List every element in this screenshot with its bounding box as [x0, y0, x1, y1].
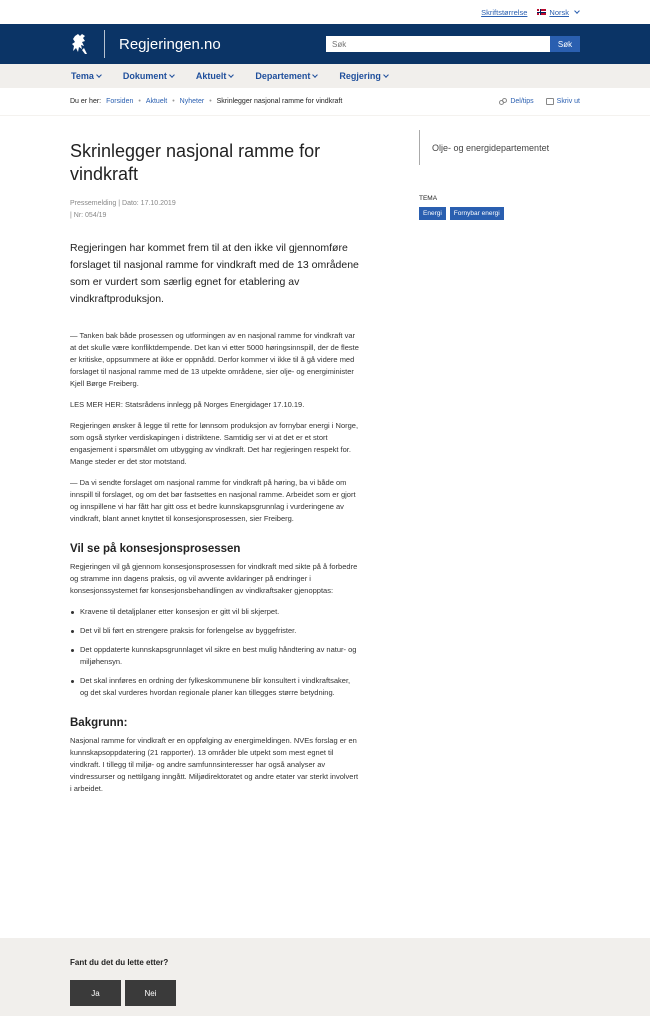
- search-input[interactable]: [326, 36, 550, 52]
- chevron-down-icon: [383, 72, 389, 78]
- nav-item-tema[interactable]: Tema: [71, 71, 101, 81]
- tag-fornybar-energi[interactable]: Fornybar energi: [450, 207, 504, 220]
- utility-bar: [0, 0, 650, 24]
- share-button[interactable]: Del/tips: [499, 98, 533, 105]
- department-link[interactable]: Olje- og energidepartementet: [419, 130, 580, 165]
- nav-item-departement[interactable]: Departement: [255, 71, 317, 81]
- lion-crest-icon: [70, 32, 90, 56]
- page-tools: [499, 98, 580, 105]
- font-size-link[interactable]: Skriftstørrelse: [481, 7, 528, 17]
- paragraph: — Da vi sendte forslaget om nasjonal ramme for vindkraft på høring, ba vi både om innspill til forslaget, og om det bør fastsettes en nasjonal ramme. Arbeidet som er gjort og innspillene vi har fått har gitt oss et bedre kunnskapsgrunnlag i vurderingene av vindkraft, blant annet knyttet til konsesjonsprosessen, sier Freiberg.: [70, 478, 356, 523]
- breadcrumb-forsiden[interactable]: Forsiden: [106, 98, 134, 105]
- article: [70, 140, 360, 804]
- feedback-buttons: [70, 980, 580, 1006]
- chevron-down-icon: [169, 72, 175, 78]
- sidebar: [419, 130, 580, 220]
- search-button[interactable]: Søk: [550, 36, 580, 52]
- language-selector[interactable]: [537, 8, 579, 17]
- no-button[interactable]: Nei: [125, 980, 176, 1006]
- norway-flag-icon: [537, 9, 546, 15]
- paragraph: — Tanken bak både prosessen og utformingen av en nasjonal ramme for vindkraft var at det skulle være konfliktdempende. Det kan vi etter 5000 høringsinnspill, der de fleste er kritiske, oppsummere at ikke er oppnådd. Derfor kommer vi ikke til å gå videre med forslaget til nasjonal ramme med de 13 utpekte områdene, sier olje- og energiminister Kjell Børge Freiberg.: [70, 331, 359, 388]
- list-item: Det oppdaterte kunnskapsgrunnlaget vil sikre en best mulig håndtering av natur- og miljøhensyn.: [70, 644, 360, 668]
- main-nav: [0, 64, 650, 88]
- language-label: Norsk: [549, 7, 569, 17]
- header-divider: [104, 30, 105, 58]
- page-title: Skrinlegger nasjonal ramme for vindkraft: [70, 141, 321, 184]
- chevron-down-icon: [574, 8, 580, 14]
- feedback-question: Fant du det du lette etter?: [70, 958, 169, 967]
- breadcrumb-nyheter[interactable]: Nyheter: [179, 98, 205, 105]
- site-title[interactable]: Regjeringen.no: [119, 35, 221, 53]
- site-header: [0, 24, 650, 64]
- list-item: Det skal innføres en ordning der fylkeskommunene blir konsultert i vindkraftsaker, og det skal vurderes hvordan regionale planer kan tillegges større betydning.: [70, 675, 360, 699]
- search-form: [326, 36, 580, 52]
- chevron-down-icon: [96, 72, 102, 78]
- list-item: Kravene til detaljplaner etter konsesjon er gitt vil bli skjerpet.: [70, 606, 360, 618]
- nav-item-aktuelt[interactable]: Aktuelt: [196, 71, 234, 81]
- breadcrumb-separator: •: [138, 98, 141, 105]
- breadcrumb-current: Skrinlegger nasjonal ramme for vindkraft: [216, 98, 343, 105]
- share-icon: [499, 98, 507, 105]
- breadcrumb-label: Du er her:: [70, 98, 102, 105]
- read-more-link[interactable]: LES MER HER: Statsrådens innlegg på Norges Energidager 17.10.19.: [70, 400, 305, 409]
- paragraph: Regjeringen vil gå gjennom konsesjonsprosessen for vindkraft med sikte på å forbedre og stramme inn dagens praksis, og vil avvente avklaringer på endringer i konsesjonssystemet før konsesjonsbehandlingen av vindkraftsaker gjenopptas:: [70, 562, 358, 595]
- list-item: Det vil bli ført en strengere praksis for forlengelse av byggefrister.: [70, 625, 360, 637]
- section-heading: Vil se på konsesjonsprosessen: [70, 543, 241, 555]
- breadcrumb-aktuelt[interactable]: Aktuelt: [145, 98, 168, 105]
- nav-item-dokument[interactable]: Dokument: [123, 71, 174, 81]
- bullet-list: [70, 606, 360, 699]
- tema-label: TEMA: [419, 195, 438, 202]
- paragraph: Regjeringen ønsker å legge til rette for lønnsom produksjon av fornybar energi i Norge, som også styrker verdiskapingen i distriktene. Samtidig ser vi at det er et stort engasjement i spørsmålet om utbygging av vindkraft. Det har regjeringen respekt for. Mange steder er det stor motstand.: [70, 421, 359, 466]
- tag-energi[interactable]: Energi: [419, 207, 446, 220]
- chevron-down-icon: [313, 72, 319, 78]
- article-lead: Regjeringen har kommet frem til at den ikke vil gjennomføre forslaget til nasjonal ramme for vindkraft med de 13 områdene som er vurdert som særlig egnet for etablering av vindkraftproduksjon.: [70, 242, 359, 305]
- article-date: Pressemelding | Dato: 17.10.2019: [70, 200, 176, 207]
- paragraph: Nasjonal ramme for vindkraft er en oppfølging av energimeldingen. NVEs forslag er en kunnskapsoppdatering (21 rapporter). 13 områder ble utpekt som mest egnet til vindkraft. I tillegg til miljø- og andre samfunnsinteresser har også analyser av vindressurser og nettilgang inngått. Miljødirektoratet og andre etater var sterkt involvert i arbeidet.: [70, 736, 359, 793]
- section-heading: Bakgrunn:: [70, 717, 128, 729]
- print-button[interactable]: Skriv ut: [546, 98, 580, 105]
- topic-tags: [419, 207, 580, 220]
- yes-button[interactable]: Ja: [70, 980, 121, 1006]
- article-body: [70, 330, 360, 795]
- breadcrumb-separator: •: [172, 98, 175, 105]
- article-meta: [70, 198, 360, 222]
- article-number: | Nr: 054/19: [70, 212, 107, 219]
- print-icon: [546, 98, 554, 105]
- breadcrumb: [0, 88, 650, 116]
- chevron-down-icon: [229, 72, 235, 78]
- feedback-section: [0, 938, 650, 1016]
- coat-of-arms-logo[interactable]: [70, 32, 90, 56]
- nav-item-regjering[interactable]: Regjering: [339, 71, 388, 81]
- breadcrumb-separator: •: [209, 98, 212, 105]
